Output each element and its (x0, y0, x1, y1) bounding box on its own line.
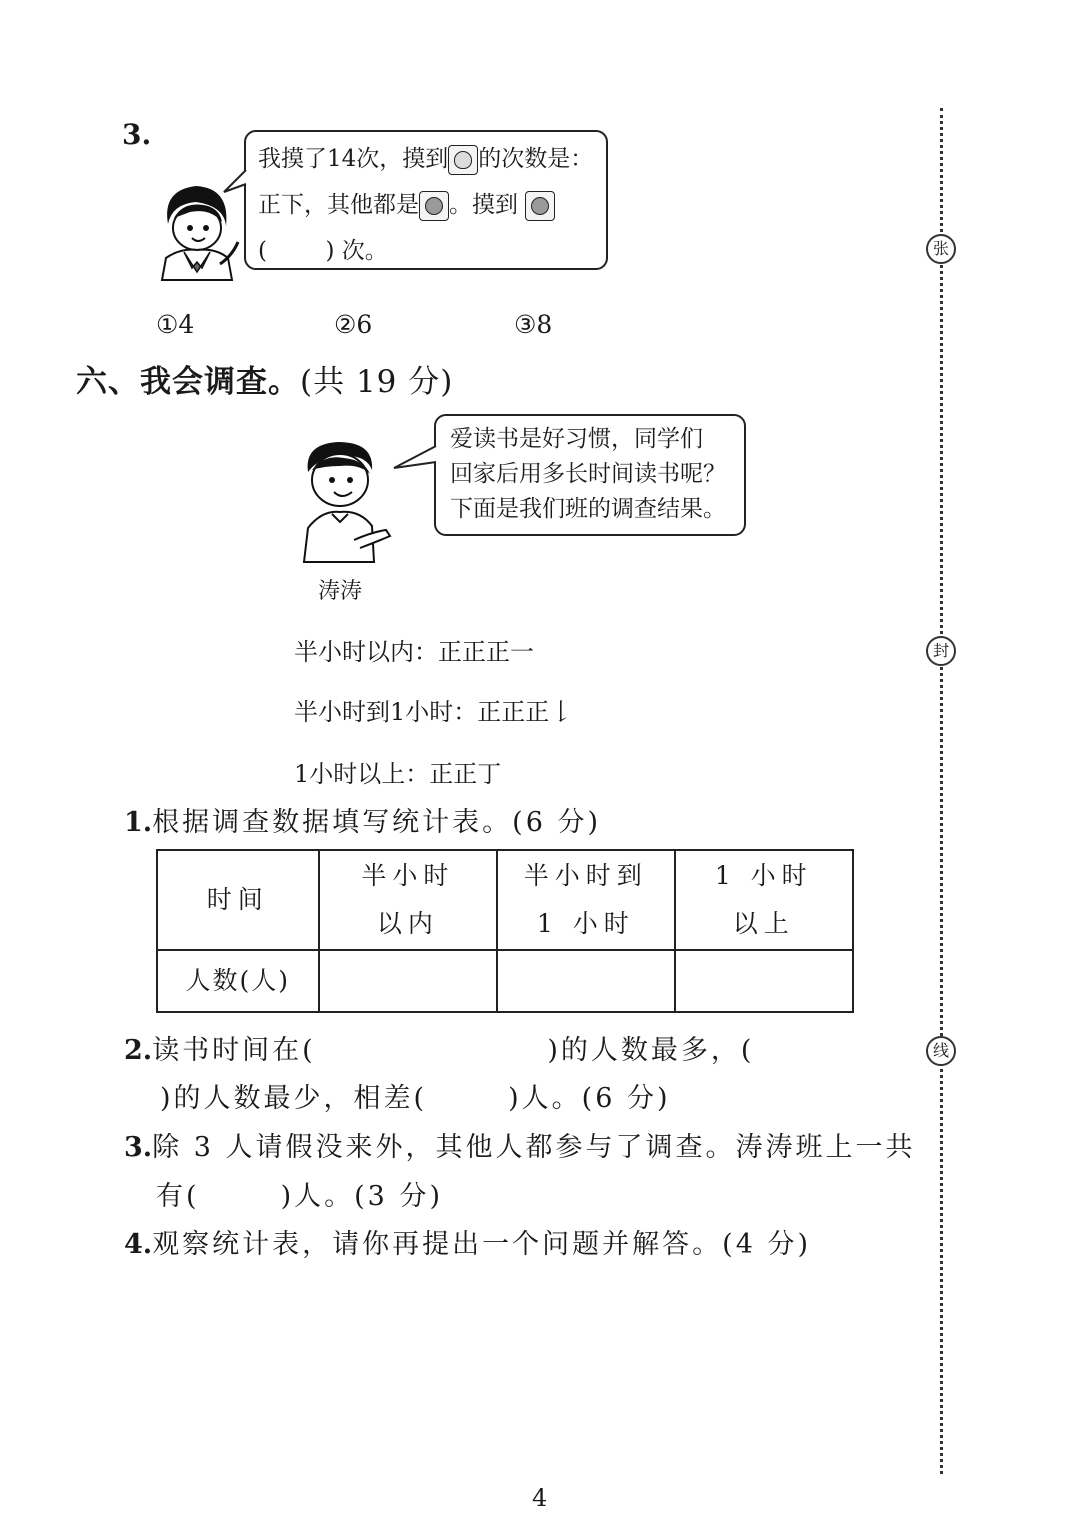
table-cell-1[interactable] (319, 950, 497, 1012)
speech-line-1b: 的次数是： (478, 146, 594, 172)
question-1-text: 根据调查数据填写统计表。(6 分) (152, 807, 602, 838)
table-header-row (157, 850, 853, 950)
margin-seal-zhang: 张 (926, 234, 956, 264)
peach-icon (448, 145, 478, 175)
speech-line-1a: 我摸了14次，摸到 (258, 146, 449, 172)
question-4-number: 4. (124, 1229, 153, 1260)
section-points: (共 19 分) (300, 364, 454, 400)
bubble-tail (222, 170, 248, 196)
question-4-text: 观察统计表，请你再提出一个问题并解答。(4 分) (152, 1229, 812, 1260)
table-row (157, 950, 853, 1012)
question-2-line-1: 读书时间在( )的人数最多，( (152, 1035, 755, 1066)
character-name: 涛涛 (318, 579, 363, 604)
question-3-line-2: 有( )人。(3 分) (156, 1181, 443, 1212)
margin-seal-feng: 封 (926, 636, 956, 666)
option-1[interactable]: ①4 (156, 310, 195, 339)
bubble-tail (392, 444, 438, 470)
table-cell-2[interactable] (497, 950, 674, 1012)
speech-bubble-q3 (244, 130, 608, 270)
question-2-number: 2. (124, 1035, 153, 1066)
question-4 (124, 1222, 811, 1261)
table-header-col2: 半小时到 1 小时 (497, 850, 674, 950)
tally-under-half-hour: 半小时以内：正正正一 (294, 638, 534, 666)
apple-icon (525, 191, 555, 221)
tally-half-to-one-hour: 半小时到1小时：正正正𠄌 (294, 698, 574, 726)
statistics-table (156, 849, 854, 1013)
margin-seal-xian: 线 (926, 1036, 956, 1066)
tally-over-one-hour: 1小时以上：正正丁 (294, 760, 502, 788)
question-1-number: 1. (124, 807, 153, 838)
section-title-text: 六、我会调查。 (76, 364, 300, 400)
table-header-col1: 半小时 以内 (319, 850, 497, 950)
speech-line-3: ( ) 次。 (258, 238, 388, 264)
table-header-col3: 1 小时 以上 (675, 850, 853, 950)
question-number: 3. (122, 118, 152, 151)
speech-line-1: 爱读书是好习惯，同学们 (450, 426, 703, 452)
boy-illustration (294, 436, 394, 568)
speech-line-2a: 正下，其他都是 (258, 192, 419, 218)
section-title (76, 356, 453, 401)
speech-bubble-section6 (434, 414, 746, 536)
speech-line-3: 下面是我们班的调查结果。 (450, 496, 726, 522)
question-1 (124, 800, 601, 839)
table-row-label: 人数(人) (157, 950, 319, 1012)
option-2[interactable]: ②6 (334, 310, 373, 339)
question-2-line-2: )的人数最少，相差( )人。(6 分) (160, 1083, 671, 1114)
binding-dotted-line (940, 108, 943, 1474)
option-3[interactable]: ③8 (514, 310, 553, 339)
page-number: 4 (532, 1484, 548, 1512)
question-3-number: 3. (124, 1132, 153, 1163)
speech-line-2: 回家后用多长时间读书呢？ (450, 461, 726, 487)
question-2 (124, 1028, 754, 1067)
question-3 (124, 1125, 916, 1164)
table-cell-3[interactable] (675, 950, 853, 1012)
apple-icon (419, 191, 449, 221)
speech-line-2b: 。摸到 (449, 192, 518, 218)
question-3-line-1: 除 3 人请假没来外，其他人都参与了调查。涛涛班上一共 (152, 1132, 916, 1163)
table-header-time: 时间 (157, 850, 319, 950)
